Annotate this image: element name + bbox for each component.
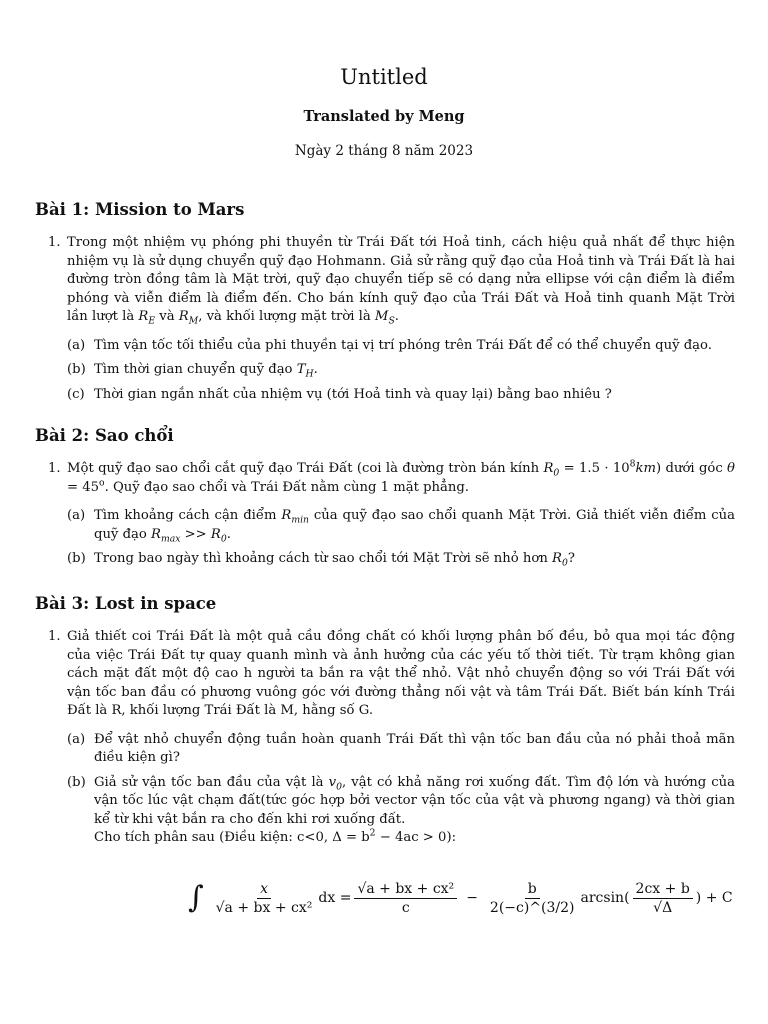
text-part: Một quỹ đạo sao chổi cắt quỹ đạo Trái Đất (coi là đường tròn bán kính — [67, 461, 544, 476]
integral-formula — [188, 868, 733, 928]
numerator: √a + bx + cx² — [354, 881, 457, 899]
symbol-base: R — [210, 526, 221, 542]
text-part: . — [313, 362, 318, 377]
symbol-Rmin — [281, 508, 309, 526]
symbol-RE — [138, 309, 156, 327]
integral-condition — [94, 829, 735, 848]
document-title: Untitled — [340, 65, 428, 89]
item-number: 1. — [48, 629, 61, 644]
subquestion-b — [67, 550, 735, 569]
subquestion-text: Tìm vận tốc tối thiểu của phi thuyền tại vị trí phóng trên Trái Đất để có thể chuyển quỹ đạo. — [94, 337, 712, 353]
numerator-text: x — [260, 880, 268, 897]
exponent: 8 — [629, 458, 636, 470]
symbol-MS — [374, 309, 395, 327]
section-heading-bai-1: Bài 1: Mission to Mars — [35, 200, 245, 219]
symbol-TH — [296, 362, 314, 380]
problem-item — [35, 460, 735, 497]
text-part: ) dưới góc — [656, 461, 728, 476]
symbol-sub: 0 — [553, 467, 560, 479]
subquestion-label: (a) — [67, 337, 86, 353]
symbol-R0 — [543, 461, 560, 479]
symbol-sub: S — [388, 315, 395, 327]
text-part: và — [155, 309, 179, 324]
problem-text — [67, 458, 735, 495]
subquestion-c — [67, 386, 735, 405]
document-date: Ngày 2 tháng 8 năm 2023 — [294, 143, 474, 159]
symbol-sub: min — [291, 514, 309, 526]
text-part: Tìm khoảng cách cận điểm — [94, 508, 282, 523]
subquestion-text — [94, 508, 735, 545]
section-heading-bai-2: Bài 2: Sao chổi — [35, 426, 174, 445]
subquestion-text — [94, 775, 735, 827]
text-part: của quỹ đạo sao chổi quanh Mặt Trời. Giả thiết viễn điểm của quỹ đạo — [94, 508, 735, 542]
text-part: − 4ac > 0): — [375, 830, 457, 845]
fraction-r2 — [487, 881, 578, 916]
denominator: √a + bx + cx² — [215, 899, 313, 916]
symbol-sub: 0 — [336, 781, 342, 793]
symbol-Rmax — [151, 526, 181, 545]
subquestion-a — [67, 731, 735, 768]
text-part: ? — [567, 551, 575, 566]
subquestion-text — [94, 362, 318, 380]
numerator — [257, 881, 271, 899]
text-part: Trong một nhiệm vụ phóng phi thuyền từ Trái Đất tới Hoả tinh, cách hiệu quả nhất để thực hiện nhiệm vụ là sử dụng chuyển quỹ đạo Hohmann. Giả sử rằng quỹ đạo của Hoả tinh và Trái Đất là hai đường tròn đồng tâm là Mặt trời, quỹ đạo chuyển tiếp sẽ có dạng nửa ellipse với cận điểm là điểm phóng và viễn điểm là điểm đến. Cho bán kính quỹ đạo của Trái Đất và Hoả tinh quanh Mặt Trời lần lượt là — [67, 235, 735, 324]
subquestion-label: (b) — [67, 551, 86, 566]
fraction-lhs — [213, 881, 316, 916]
text-part: = 45 — [67, 479, 100, 495]
numerator: 2cx + b — [633, 881, 693, 899]
subquestion-label: (c) — [67, 386, 85, 402]
subquestion-b — [67, 361, 735, 380]
symbol-base: R — [178, 309, 189, 324]
symbol-base: R — [281, 508, 292, 523]
problem-bai-1 — [35, 234, 735, 404]
subquestion-text: Để vật nhỏ chuyển động tuần hoàn quanh Trái Đất thì vận tốc ban đầu của nó phải thoả mãn điều kiện gì? — [94, 731, 735, 765]
unit: km — [635, 461, 657, 476]
subquestion-a — [67, 337, 735, 356]
document-author: Translated by Meng — [303, 108, 465, 125]
text-part: , vật có khả năng rơi xuống đất. Tìm độ lớn và hướng của vận tốc lúc vật chạm đất(tức góc hợp bởi vector vận tốc của vật và phương ngang) và thời gian kể từ khi vật bắn ra cho đến khi rơi xuống đất. — [94, 774, 735, 827]
item-number: 1. — [48, 235, 61, 250]
problem-text — [67, 235, 735, 327]
text-part: >> — [180, 526, 211, 542]
text-part: . Quỹ đạo sao chổi và Trái Đất nằm cùng 1 mặt phẳng. — [104, 479, 469, 495]
subquestion-text: Thời gian ngắn nhất của nhiệm vụ (tới Hoả tinh và quay lại) bằng bao nhiêu ? — [94, 386, 612, 402]
symbol-v0 — [328, 774, 342, 793]
symbol-base: R — [552, 551, 562, 566]
subquestion-label: (b) — [67, 774, 86, 790]
text-part: Trong bao ngày thì khoảng cách từ sao chổi tới Mặt Trời sẽ nhỏ hơn — [94, 551, 553, 566]
symbol-RM — [178, 309, 199, 327]
symbol-sub: M — [188, 315, 199, 327]
text-part: Tìm thời gian chuyển quỹ đạo — [94, 362, 297, 377]
subquestion-label: (a) — [67, 731, 86, 747]
fraction-r1 — [354, 881, 457, 916]
subquestion-label: (a) — [67, 508, 86, 523]
symbol-theta: θ — [727, 461, 735, 476]
integral-sign: ∫ — [188, 880, 204, 915]
numerator: b — [525, 881, 540, 899]
symbol-base: R — [138, 309, 149, 324]
symbol-sub: E — [148, 315, 156, 327]
item-number: 1. — [48, 461, 61, 476]
problem-item — [35, 234, 735, 327]
problem-bai-2 — [35, 460, 735, 569]
minus-sign: − — [466, 890, 478, 906]
symbol-base: v — [328, 774, 337, 790]
symbol-base: R — [151, 526, 161, 542]
arcsin-open: arcsin( — [580, 890, 630, 906]
subquestion-text — [94, 551, 575, 569]
text-part: . — [226, 526, 231, 542]
text-part: Giả sử vận tốc ban đầu của vật là — [94, 774, 329, 790]
exponent: 2 — [369, 827, 376, 839]
exponent: o — [99, 477, 105, 489]
dx-equals: dx = — [318, 890, 352, 906]
section-heading-bai-3: Bài 3: Lost in space — [35, 594, 217, 613]
denominator: √Δ — [653, 899, 673, 916]
denominator: c — [401, 899, 410, 916]
arcsin-close-plus-c: ) + C — [695, 890, 733, 906]
problem-bai-3 — [35, 628, 735, 848]
problem-text: Giả thiết coi Trái Đất là một quả cầu đồng chất có khối lượng phân bố đều, bỏ qua mọi tác động của việc Trái Đất tự quay quanh mình và ảnh hưởng của các yếu tố thời tiết. Từ trạm không gian cách mặt đất một độ cao h người ta bắn ra vật thể nhỏ. Vật nhỏ chuyển động so với Trái Đất với vận tốc ban đầu có phương vuông góc với đường thẳng nối vật và tâm Trái Đất. Biết bán kính Trái Đất là R, khối lượng Trái Đất là M, hằng số G. — [67, 629, 735, 718]
symbol-base: T — [296, 362, 306, 377]
text-part: Cho tích phân sau (Điều kiện: c<0, Δ = b — [94, 830, 370, 845]
subquestion-a — [67, 507, 735, 544]
symbol-base: R — [543, 461, 554, 476]
problem-item — [35, 628, 735, 721]
symbol-R0 — [210, 526, 227, 545]
subquestion-label: (b) — [67, 362, 86, 377]
symbol-sub: max — [160, 533, 181, 545]
text-part: = 1.5 · 10 — [559, 461, 630, 476]
subquestion-b — [67, 774, 735, 848]
text-part: , và khối lượng mặt trời là — [198, 309, 375, 324]
denominator: 2(−c)^(3/2) — [489, 899, 575, 916]
symbol-base: M — [374, 309, 389, 324]
symbol-sub: 0 — [220, 533, 227, 545]
fraction-r3 — [633, 881, 693, 916]
symbol-R0 — [552, 551, 568, 569]
symbol-sub: H — [305, 368, 314, 380]
symbol-sub: 0 — [561, 557, 568, 569]
text-part: . — [394, 309, 399, 324]
